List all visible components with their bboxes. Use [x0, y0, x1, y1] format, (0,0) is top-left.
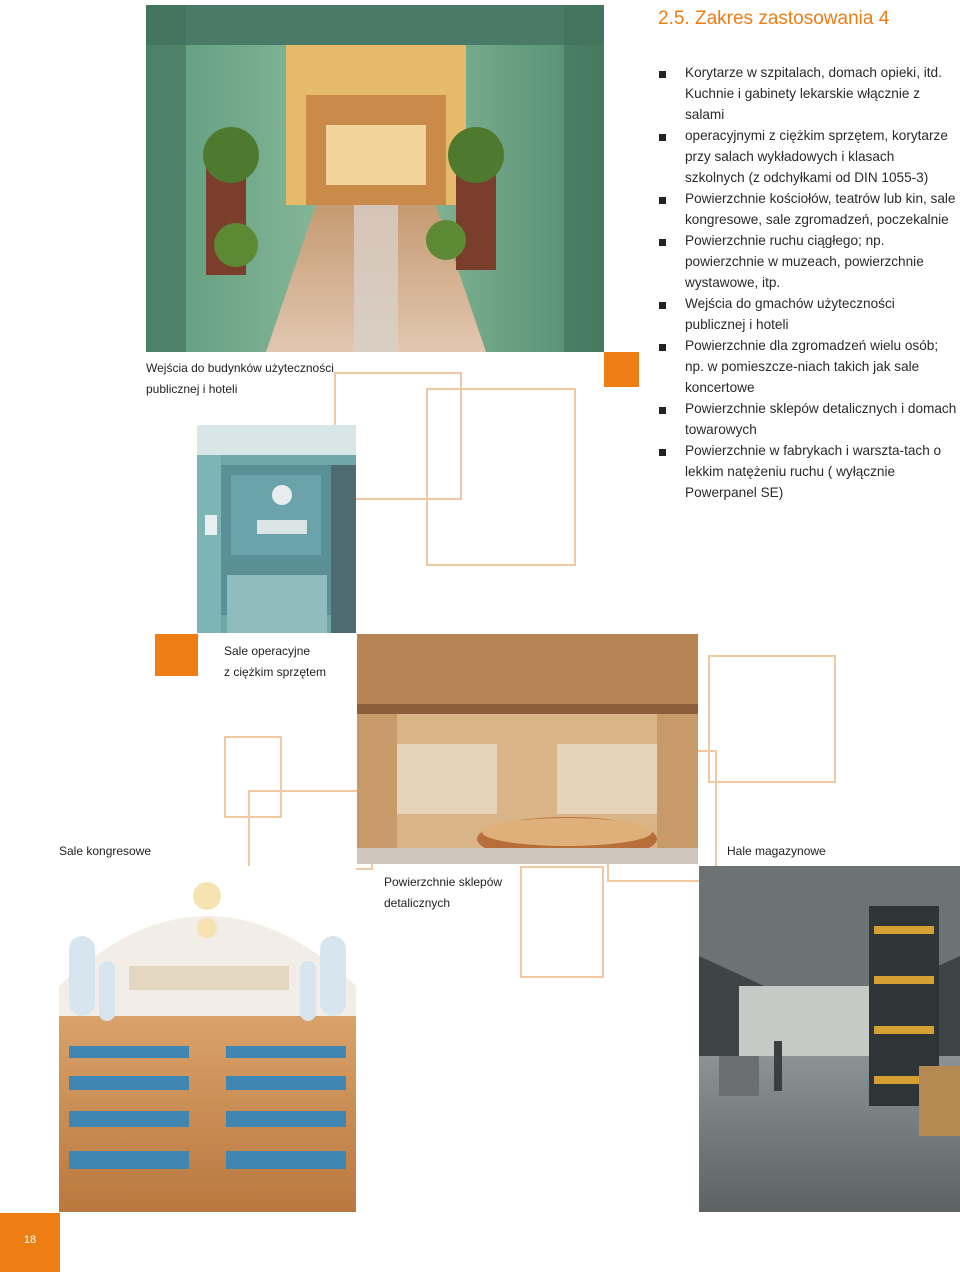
warehouse-photo [699, 866, 960, 1212]
list-item: Powierzchnie dla zgromadzeń wielu osób; np. w pomieszcze-niach takich jak sale koncertowe [657, 335, 957, 398]
list-item: Powierzchnie ruchu ciągłego; np. powierzchnie w muzeach, powierzchnie wystawowe, itp. [657, 230, 957, 293]
page-number-box [0, 1213, 60, 1272]
list-item: Korytarze w szpitalach, domach opieki, itd. Kuchnie i gabinety lekarskie włącznie z salami [657, 62, 957, 125]
operating-room-photo [197, 425, 356, 633]
list-item: Powierzchnie kościołów, teatrów lub kin, sale kongresowe, sale zgromadzeń, poczekalnie [657, 188, 957, 230]
entrance-caption: Wejścia do budynków użyteczności publicznej i hoteli [146, 361, 334, 396]
retail-caption: Powierzchnie sklepów detalicznych [384, 875, 503, 910]
entrance-photo [146, 5, 604, 352]
decorative-outline [708, 655, 836, 783]
congress-hall-photo [59, 866, 356, 1212]
accent-square [604, 352, 639, 387]
list-item: Powierzchnie w fabrykach i warszta-tach o lekkim natężeniu ruchu ( wyłącznie Powerpanel SE) [657, 440, 957, 503]
application-list [657, 62, 957, 503]
operating-room-caption: Sale operacyjne z ciężkim sprzętem [224, 644, 327, 679]
retail-photo [357, 634, 698, 864]
page-number: 18 [23, 1234, 37, 1246]
warehouse-caption: Hale magazynowe [727, 844, 826, 858]
section-heading: 2.5. Zakres zastosowania 4 [658, 8, 890, 29]
decorative-outline [520, 866, 604, 978]
list-item: Powierzchnie sklepów detalicznych i domach towarowych [657, 398, 957, 440]
list-item: Wejścia do gmachów użyteczności publicznej i hoteli [657, 293, 957, 335]
list-item: operacyjnymi z ciężkim sprzętem, korytarze przy salach wykładowych i klasach szkolnych (z odchyłkami od DIN 1055-3) [657, 125, 957, 188]
decorative-outline [426, 388, 576, 566]
accent-square [155, 634, 198, 676]
congress-caption: Sale kongresowe [59, 844, 152, 858]
decorative-outline [248, 790, 373, 870]
